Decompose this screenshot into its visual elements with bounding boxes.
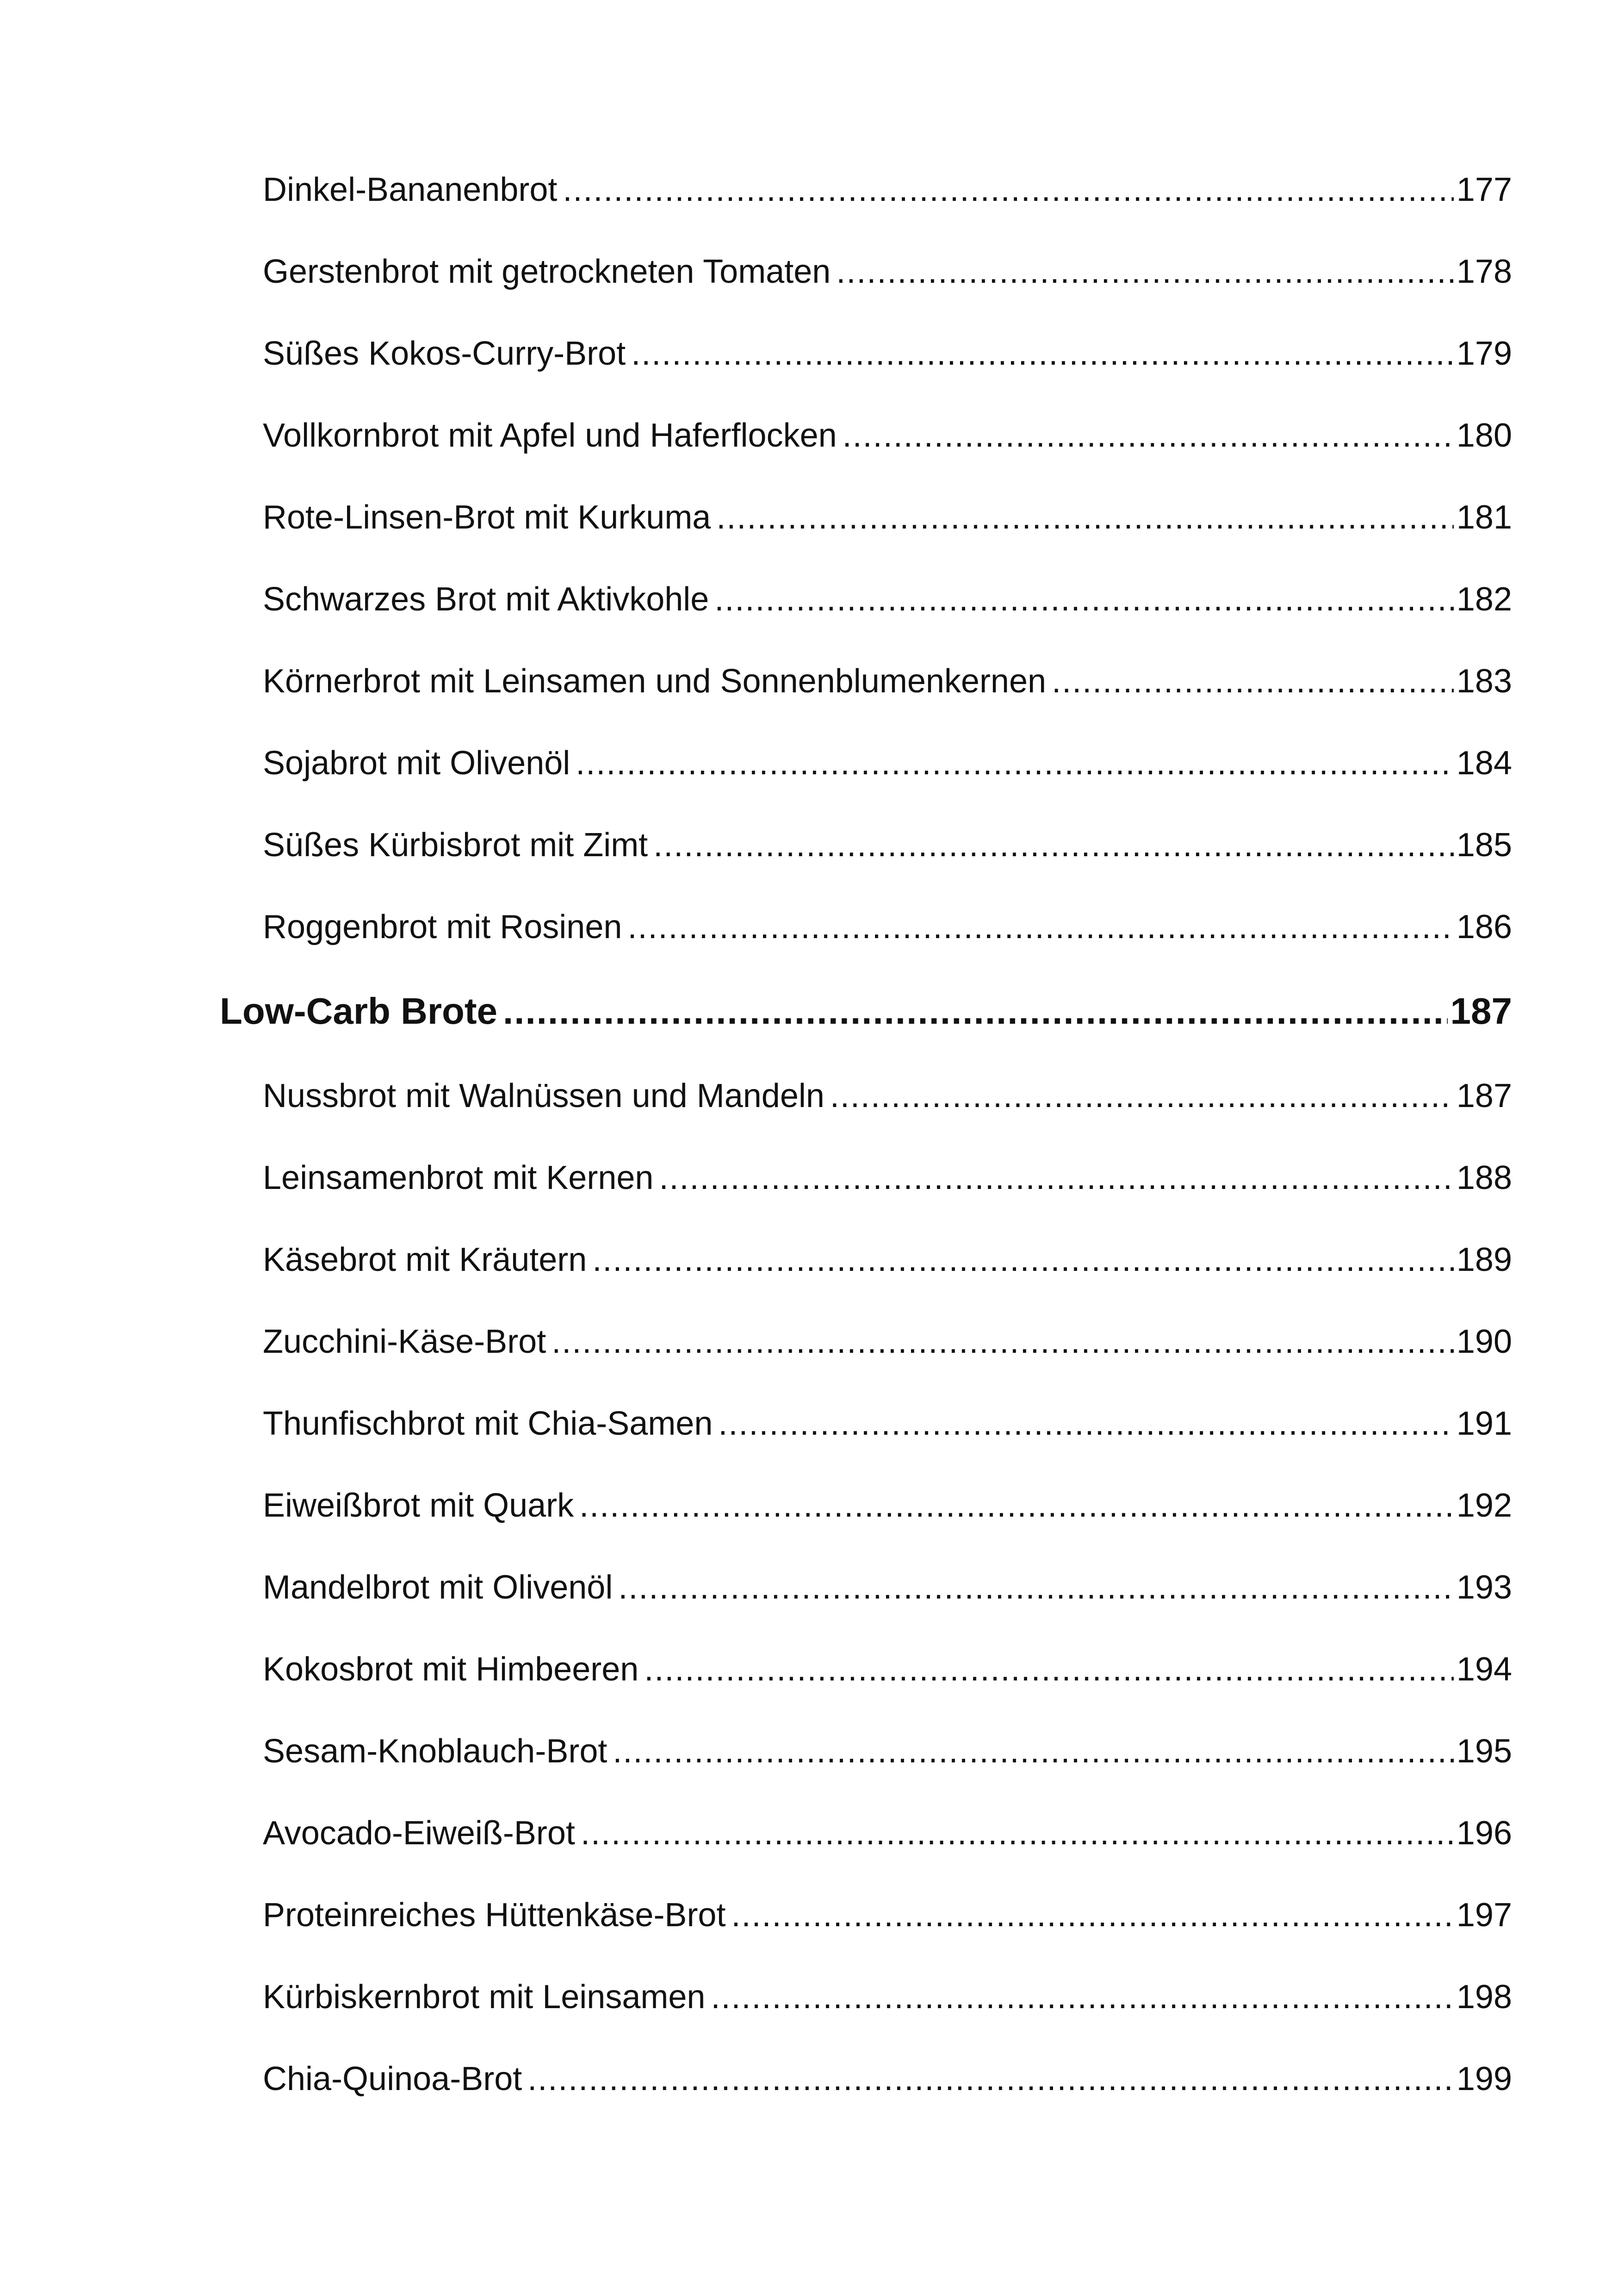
dot-leader [613,1728,1453,1774]
toc-entry-page: 192 [1456,1487,1512,1524]
toc-entry[interactable] [263,1482,1512,1529]
toc-entry-page: 188 [1456,1159,1512,1196]
toc-entry[interactable] [263,822,1512,868]
dot-leader [644,1646,1454,1692]
toc-entry-title: Avocado-Eiweiß-Brot [263,1815,575,1852]
toc-entry-title: Kürbiskernbrot mit Leinsamen [263,1979,706,2016]
toc-entry-title: Proteinreiches Hüttenkäse-Brot [263,1897,726,1934]
dot-leader [843,412,1454,459]
toc-entry-page: 195 [1456,1733,1512,1770]
dot-leader [581,1810,1454,1856]
dot-leader [711,1974,1453,2020]
toc-entry-title: Süßes Kürbisbrot mit Zimt [263,827,648,864]
toc-entry-page: 181 [1456,499,1512,536]
toc-entry-title: Eiweißbrot mit Quark [263,1487,574,1524]
toc-entry-title: Zucchini-Käse-Brot [263,1323,546,1360]
toc-entry[interactable] [263,658,1512,704]
dot-leader [631,330,1454,377]
toc-entry-title: Kokosbrot mit Himbeeren [263,1651,639,1688]
toc-entry-page: 177 [1456,171,1512,208]
toc-entry[interactable] [263,1892,1512,1938]
toc-entry-title: Mandelbrot mit Olivenöl [263,1569,613,1606]
toc-entry-page: 184 [1456,745,1512,782]
toc-entry[interactable] [263,1073,1512,1119]
dot-leader [552,1319,1454,1365]
toc-entry[interactable] [263,330,1512,377]
toc-entry-title: Vollkornbrot mit Apfel und Haferflocken [263,417,837,454]
toc-entry-title: Dinkel-Bananenbrot [263,171,558,208]
toc-entry-title: Sesam-Knoblauch-Brot [263,1733,608,1770]
toc-entry-page: 183 [1456,663,1512,700]
dot-leader [503,986,1448,1037]
toc-entry[interactable] [263,1400,1512,1447]
toc-entry-title: Sojabrot mit Olivenöl [263,745,570,782]
toc-entry[interactable] [263,1646,1512,1692]
toc-entry-page: 179 [1456,335,1512,372]
dot-leader [830,1073,1454,1119]
toc-entry-title: Leinsamenbrot mit Kernen [263,1159,654,1196]
toc-section-title: Low-Carb Brote [220,990,497,1032]
toc-entry[interactable] [263,1319,1512,1365]
toc-entry-title: Rote-Linsen-Brot mit Kurkuma [263,499,711,536]
toc-entry-title: Nussbrot mit Walnüssen und Mandeln [263,1077,824,1114]
toc-entry-title: Schwarzes Brot mit Aktivkohle [263,581,709,618]
toc-entry[interactable] [263,1974,1512,2020]
dot-leader [659,1155,1453,1201]
toc-entry[interactable] [263,412,1512,459]
toc-entry[interactable] [263,1810,1512,1856]
toc-entry[interactable] [263,1155,1512,1201]
toc-entry-page: 199 [1456,2060,1512,2097]
toc-entry-title: Gerstenbrot mit getrockneten Tomaten [263,253,831,290]
toc-entry-page: 186 [1456,908,1512,946]
dot-leader [836,249,1454,295]
toc-entry-page: 193 [1456,1569,1512,1606]
toc-entry[interactable] [263,904,1512,950]
toc-entry[interactable] [263,1564,1512,1611]
toc-entry-page: 194 [1456,1651,1512,1688]
toc-entry-page: 190 [1456,1323,1512,1360]
toc-entry-title: Roggenbrot mit Rosinen [263,908,622,946]
dot-leader [627,904,1453,950]
toc-entry-page: 187 [1456,1077,1512,1114]
toc-entry-page: 197 [1456,1897,1512,1934]
toc-entry-title: Körnerbrot mit Leinsamen und Sonnenblumenkernen [263,663,1047,700]
dot-leader [1052,658,1454,704]
toc-section-heading[interactable] [220,986,1512,1037]
dot-leader [716,494,1454,541]
toc-entry-page: 185 [1456,827,1512,864]
toc-entry-title: Thunfischbrot mit Chia-Samen [263,1405,713,1442]
toc-entry[interactable] [263,1728,1512,1774]
toc-entry-page: 180 [1456,417,1512,454]
toc-section-page: 187 [1450,990,1512,1032]
toc-entry-page: 182 [1456,581,1512,618]
dot-leader [563,167,1453,213]
toc-entry[interactable] [263,249,1512,295]
toc-entry[interactable] [263,740,1512,786]
dot-leader [718,1400,1453,1447]
toc-entry-title: Chia-Quinoa-Brot [263,2060,522,2097]
toc-entry-page: 189 [1456,1241,1512,1278]
toc-entry[interactable] [263,1237,1512,1283]
dot-leader [579,1482,1454,1529]
dot-leader [731,1892,1453,1938]
toc-entry-title: Süßes Kokos-Curry-Brot [263,335,626,372]
toc-entry[interactable] [263,576,1512,622]
dot-leader [618,1564,1454,1611]
dot-leader [714,576,1454,622]
toc-entry-page: 178 [1456,253,1512,290]
dot-leader [576,740,1454,786]
toc-entry-title: Käsebrot mit Kräutern [263,1241,587,1278]
toc-entry[interactable] [263,494,1512,541]
toc-entry[interactable] [263,2056,1512,2102]
dot-leader [653,822,1454,868]
toc-entry-page: 196 [1456,1815,1512,1852]
toc-entry-page: 198 [1456,1979,1512,2016]
dot-leader [592,1237,1454,1283]
toc-entry[interactable] [263,167,1512,213]
dot-leader [527,2056,1454,2102]
toc-entry-page: 191 [1456,1405,1512,1442]
